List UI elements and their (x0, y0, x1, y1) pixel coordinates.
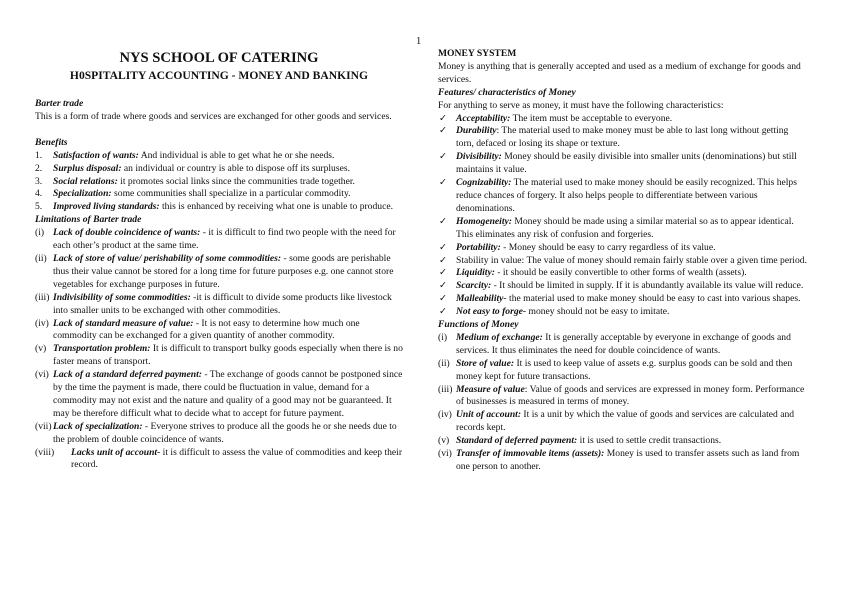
list-item: (vi) Transfer of immovable items (assets): Money is used to transfer assets such as land from one person to another. (438, 448, 800, 472)
money-system-text: Money is anything that is generally accepted and used as a medium of exchange for goods and services. (438, 60, 801, 85)
functions-heading: Functions of Money (438, 319, 519, 331)
list-item: (iii) Measure of value: Value of goods and services are expressed in money form. Performance of businesses is measured in terms of money. (438, 383, 805, 408)
page-number: 1 (416, 36, 422, 47)
list-item: (i) Medium of exchange: It is generally acceptable by everyone in exchange of goods and services. It thus eliminates the need for double coincidence of wants. (438, 331, 791, 356)
left-column (35, 98, 403, 472)
list-item: ✓ Durability: The material used to make money must be able to last long without getting torn, defaced or losing its shape or texture. (439, 125, 789, 150)
features-intro: For anything to serve as money, it must have the following characteristics: (438, 99, 724, 111)
list-item: 3. Social relations: it promotes social links since the communities trade together. (35, 175, 355, 187)
list-item: (viii) Lacks unit of account- it is difficult to assess the value of commodities and keep their record. (35, 446, 403, 471)
list-item: ✓ Stability in value: The value of money should remain fairly stable over a given time period. (439, 254, 807, 266)
checkmark-icon: ✓ (439, 280, 448, 292)
list-item: (iv) Unit of account: It is a unit by which the value of goods and services are calculated and records kept. (438, 409, 795, 434)
list-item: 5. Improved living standards: this is enhanced by receiving what one is unable to produce. (35, 201, 393, 213)
list-item: ✓ Not easy to forge- money should not be easy to imitate. (439, 306, 670, 318)
list-item: ✓ Malleability- the material used to make money should be easy to cast into various shapes. (439, 293, 801, 305)
limitations-heading: Limitations of Barter trade (35, 214, 142, 226)
list-item: ✓ Acceptability: The item must be acceptable to everyone. (439, 112, 673, 124)
list-item: 2. Surplus disposal: an individual or country is able to dispose off its surpluses. (35, 162, 350, 174)
checkmark-icon: ✓ (439, 125, 448, 137)
list-item: ✓ Homogeneity: Money should be made using a similar material so as to appear identical. This eliminates any risk of confusion and forgeries. (439, 215, 794, 240)
checkmark-icon: ✓ (439, 241, 448, 253)
checkmark-icon: ✓ (439, 151, 448, 163)
list-item: ✓ Portability: - Money should be easy to carry regardless of its value. (439, 241, 716, 253)
list-item: (vii) Lack of specialization: - Everyone strives to produce all the goods he or she needs due to the problem of double coincidence of wants. (35, 420, 397, 445)
list-item: ✓ Divisibility: Money should be easily divisible into smaller units (denominations) but still maintains it value. (439, 151, 797, 176)
barter-heading: Barter trade (35, 98, 84, 109)
limitations-list (35, 227, 403, 472)
checkmark-icon: ✓ (439, 293, 448, 305)
document-subtitle: H0SPITALITY ACCOUNTING - MONEY AND BANKING (69, 69, 369, 82)
list-item: (iv) Lack of standard measure of value: - It is not easy to determine how much one commodity can be exchanged for a given quantity of another commodity. (35, 317, 360, 342)
checkmark-icon: ✓ (439, 306, 448, 318)
list-item: ✓ Scarcity: - It should be limited in supply. If it is abundantly available its value will reduce. (439, 280, 804, 292)
benefits-heading: Benefits (35, 136, 68, 148)
list-item: 1. Satisfaction of wants: And individual is able to get what he or she needs. (35, 149, 335, 161)
list-item: (iii) Indivisibility of some commodities: -it is difficult to divide some products like livestock into smaller units to be exchanged with other commodities. (35, 291, 392, 316)
checkmark-icon: ✓ (439, 254, 448, 266)
features-heading: Features/ characteristics of Money (438, 86, 576, 98)
list-item: (ii) Lack of store of value/ perishability of some commodities: - some goods are perishable thus their value cannot be stored for a long time for future purposes e.g. one cannot store vegetables for exchange purposes in future. (35, 252, 394, 290)
list-item: ✓ Liquidity: - it should be easily convertible to other forms of wealth (assets). (439, 267, 747, 279)
checkmark-icon: ✓ (439, 177, 448, 189)
benefits-list (35, 150, 403, 215)
list-item: 4. Specialization: some communities shall specialize in a particular commodity. (35, 188, 351, 200)
right-column (438, 48, 808, 474)
document-title: NYS SCHOOL OF CATERING (119, 50, 319, 66)
checkmark-icon: ✓ (439, 215, 448, 227)
list-item: ✓ Cognizability: The material used to make money should be easily recognized. This helps reduce chances of forgery. It also helps people to differentiate between various denominations. (439, 177, 797, 214)
checkmark-icon: ✓ (439, 267, 448, 279)
list-item: (v) Standard of deferred payment: it is used to settle credit transactions. (438, 435, 722, 447)
barter-text: This is a form of trade where goods and services are exchanged for other goods and services. (35, 110, 392, 122)
list-item: (i) Lack of double coincidence of wants: - it is difficult to find two people with the need for each other’s product at the same time. (35, 227, 396, 252)
money-system-heading: MONEY SYSTEM (438, 48, 517, 59)
list-item: (vi) Lack of a standard deferred payment: - The exchange of goods cannot be postponed since by the time the payment is made, there could be fluctuation in value, demand for a commodity may not exist and the nature and quality of a good may not be guaranteed. It may be therefore difficult what to decide what to accept for future payment. (35, 369, 403, 419)
list-item: (ii) Store of value: It is used to keep value of assets e.g. surplus goods can be sold and then money kept for future transactions. (438, 357, 793, 382)
list-item: (v) Transportation problem: It is difficult to transport bulky goods especially when there is no faster means of transport. (35, 343, 403, 368)
features-list (438, 113, 808, 320)
checkmark-icon: ✓ (439, 112, 448, 124)
functions-list (438, 332, 808, 474)
